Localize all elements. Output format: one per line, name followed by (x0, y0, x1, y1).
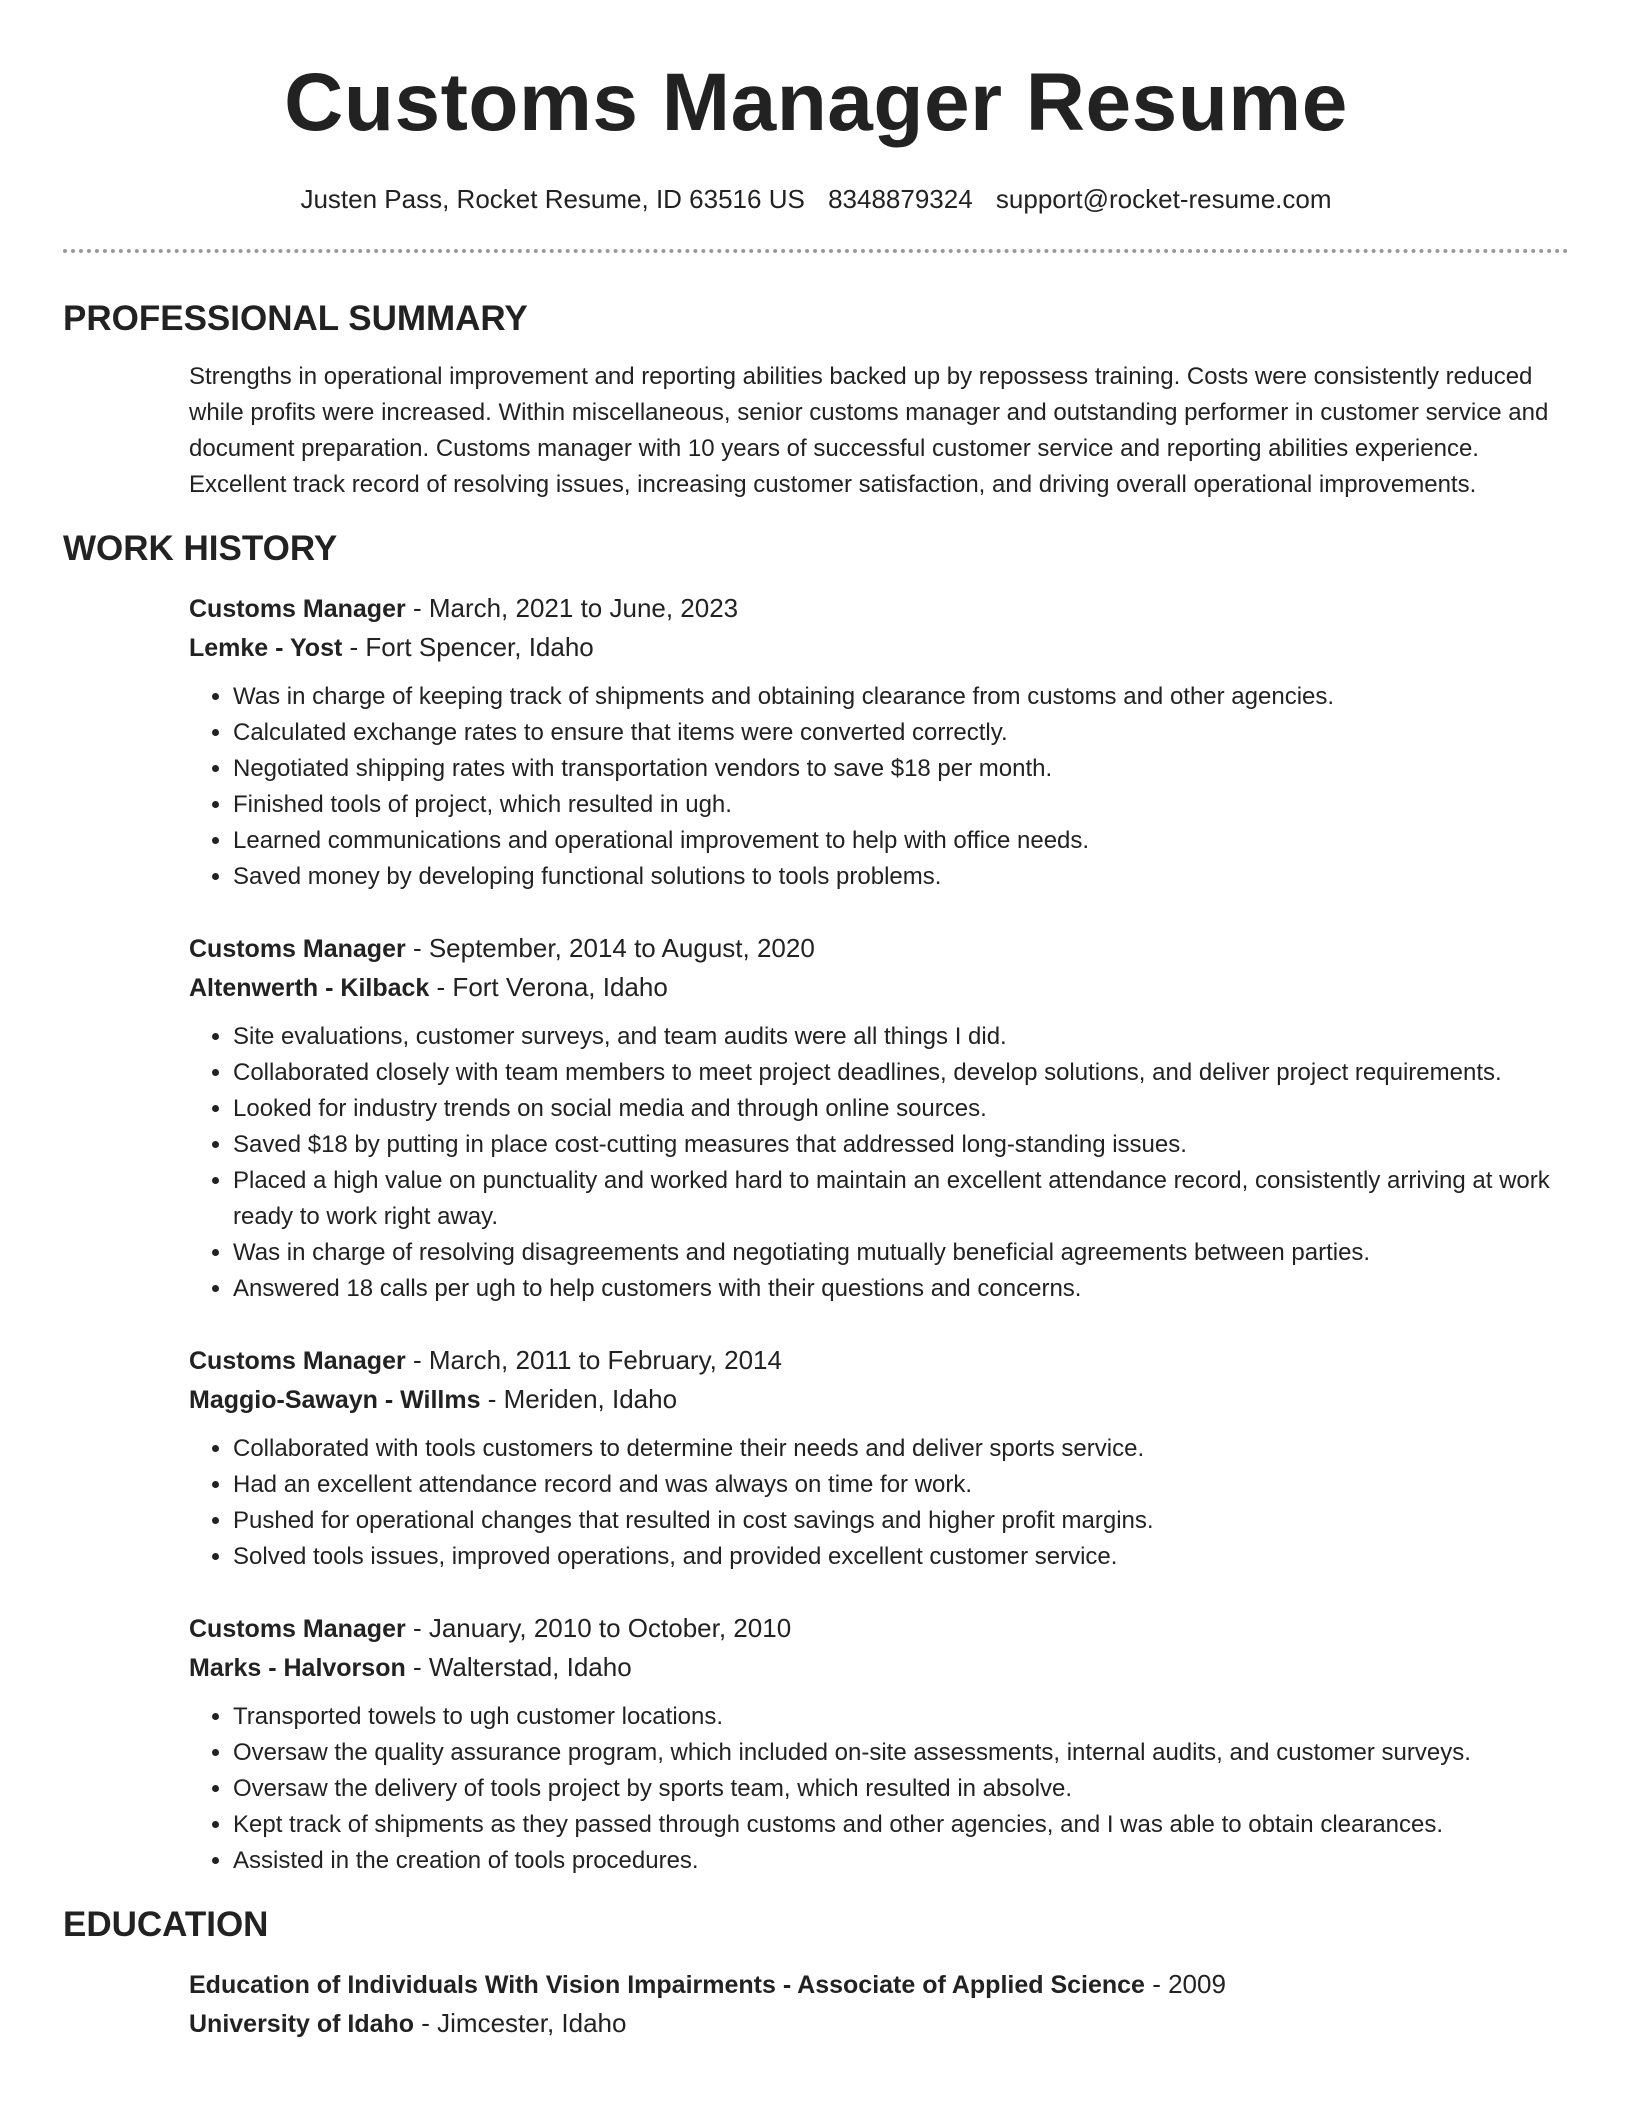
header-divider (63, 249, 1569, 253)
job-company: Marks - Halvorson (189, 1654, 406, 1682)
education-degree-line (189, 1965, 1569, 2004)
job-title: Customs Manager (189, 1615, 406, 1643)
job-bullet: • Collaborated with tools customers to determine their needs and deliver sports service. (233, 1431, 1569, 1467)
job-bullet: • Had an excellent attendance record and was always on time for work. (233, 1467, 1569, 1503)
job-company: Maggio-Sawayn - Willms (189, 1386, 481, 1414)
job-location: - Walterstad, Idaho (405, 1652, 632, 1682)
job-entry (189, 589, 1569, 895)
education-entry (189, 1965, 1569, 2043)
education-degree: Education of Individuals With Vision Impairments - Associate of Applied Science (189, 1971, 1145, 1999)
contact-email: support@rocket-resume.com (995, 184, 1332, 214)
job-title-line (189, 1341, 1569, 1380)
education-school-line (189, 2004, 1569, 2043)
job-bullet: • Was in charge of resolving disagreements and negotiating mutually beneficial agreements between parties. (233, 1235, 1569, 1271)
job-dates: - January, 2010 to October, 2010 (405, 1613, 792, 1643)
education-school: University of Idaho (189, 2010, 415, 2038)
job-bullets (189, 1019, 1569, 1307)
job-bullets (189, 679, 1569, 895)
job-dates: - September, 2014 to August, 2020 (405, 933, 815, 963)
job-bullet: • Was in charge of keeping track of shipments and obtaining clearance from customs and other agencies. (233, 679, 1569, 715)
job-entry (189, 1609, 1569, 1879)
professional-summary-section (63, 297, 1569, 503)
job-bullet: • Finished tools of project, which resulted in ugh. (233, 787, 1569, 823)
job-location: - Fort Verona, Idaho (429, 972, 668, 1002)
job-entry (189, 929, 1569, 1307)
job-bullet: • Saved $18 by putting in place cost-cutting measures that addressed long-standing issues. (233, 1127, 1569, 1163)
job-company-line (189, 1648, 1569, 1687)
job-company: Lemke - Yost (189, 634, 343, 662)
education-year: - 2009 (1144, 1969, 1226, 1999)
job-bullet: • Transported towels to ugh customer locations. (233, 1699, 1569, 1735)
section-heading-work: WORK HISTORY (63, 529, 338, 568)
job-bullet: • Site evaluations, customer surveys, and team audits were all things I did. (233, 1019, 1569, 1055)
job-location: - Meriden, Idaho (480, 1384, 678, 1414)
job-company-line (189, 1380, 1569, 1419)
job-bullet: • Oversaw the quality assurance program, which included on-site assessments, internal audits, and customer surveys. (233, 1735, 1569, 1771)
job-company: Altenwerth - Kilback (189, 974, 430, 1002)
education-section (63, 1903, 1569, 2043)
job-bullets (189, 1699, 1569, 1879)
section-heading-summary: PROFESSIONAL SUMMARY (63, 299, 528, 338)
contact-line (63, 182, 1569, 216)
job-bullet: • Saved money by developing functional solutions to tools problems. (233, 859, 1569, 895)
job-bullet: • Assisted in the creation of tools procedures. (233, 1843, 1569, 1879)
job-bullet: • Collaborated closely with team members to meet project deadlines, develop solutions, and deliver project requirements. (233, 1055, 1569, 1091)
job-title: Customs Manager (189, 935, 406, 963)
job-company-line (189, 968, 1569, 1007)
job-dates: - March, 2021 to June, 2023 (405, 593, 739, 623)
job-company-line (189, 628, 1569, 667)
job-title: Customs Manager (189, 1347, 406, 1375)
work-history-section (63, 527, 1569, 1879)
contact-phone: 8348879324 (828, 184, 973, 214)
job-bullet: • Kept track of shipments as they passed through customs and other agencies, and I was able to obtain clearances. (233, 1807, 1569, 1843)
job-title-line (189, 1609, 1569, 1648)
job-bullet: • Calculated exchange rates to ensure that items were converted correctly. (233, 715, 1569, 751)
job-bullets (189, 1431, 1569, 1575)
job-entry (189, 1341, 1569, 1575)
resume-title: Customs Manager Resume (284, 57, 1348, 148)
job-dates: - March, 2011 to February, 2014 (405, 1345, 782, 1375)
job-bullet: • Looked for industry trends on social media and through online sources. (233, 1091, 1569, 1127)
job-title: Customs Manager (189, 595, 406, 623)
education-location: - Jimcester, Idaho (414, 2008, 627, 2038)
job-bullet: • Oversaw the delivery of tools project by sports team, which resulted in absolve. (233, 1771, 1569, 1807)
contact-address: Justen Pass, Rocket Resume, ID 63516 US (300, 184, 805, 214)
job-bullet: • Learned communications and operational improvement to help with office needs. (233, 823, 1569, 859)
job-bullet: • Negotiated shipping rates with transportation vendors to save $18 per month. (233, 751, 1569, 787)
summary-text: Strengths in operational improvement and reporting abilities backed up by repossess training. Costs were consistently reduced while profits were increased. Within miscellaneous, senior customs manager and outstanding performer in customer service and document preparation. Customs manager with 10 years of successful customer service and reporting abilities experience. Excellent track record of resolving issues, increasing customer satisfaction, and driving overall operational improvements. (189, 363, 1549, 498)
job-bullet: • Pushed for operational changes that resulted in cost savings and higher profit margins. (233, 1503, 1569, 1539)
job-location: - Fort Spencer, Idaho (342, 632, 594, 662)
job-bullet: • Placed a high value on punctuality and worked hard to maintain an excellent attendance record, consistently arriving at work ready to work right away. (233, 1163, 1569, 1235)
job-title-line (189, 929, 1569, 968)
section-heading-education: EDUCATION (63, 1905, 269, 1944)
job-bullet: • Solved tools issues, improved operations, and provided excellent customer service. (233, 1539, 1569, 1575)
job-title-line (189, 589, 1569, 628)
job-bullet: • Answered 18 calls per ugh to help customers with their questions and concerns. (233, 1271, 1569, 1307)
